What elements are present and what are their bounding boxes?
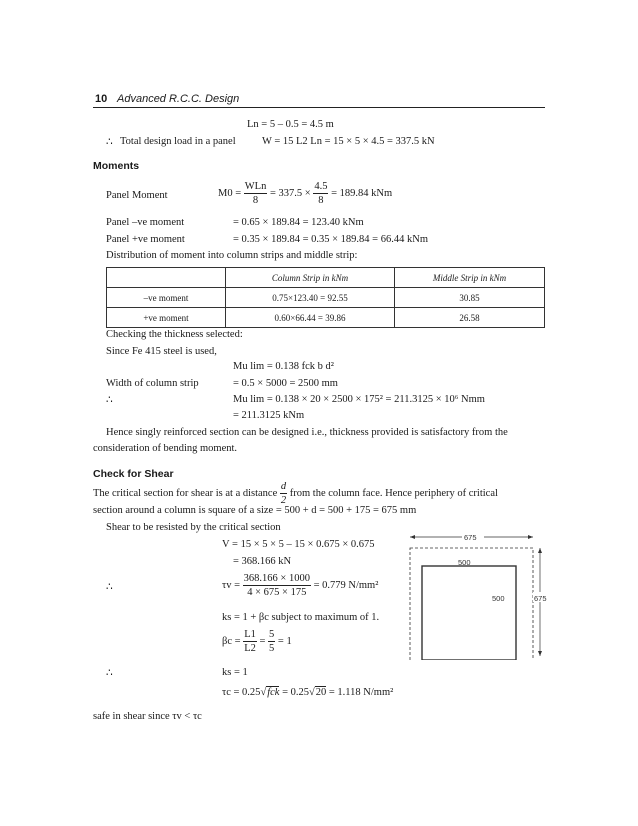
m0-numerator: WLn [244, 181, 267, 192]
table-cell: 30.85 [395, 288, 545, 308]
pos-moment-label: Panel +ve moment [106, 234, 185, 245]
ks-result: ks = 1 [222, 667, 248, 678]
table-cell: –ve moment [107, 288, 226, 308]
tau-c-rhs: = 1.118 N/mm² [328, 687, 394, 698]
tau-v-numerator: 368.166 × 1000 [243, 573, 310, 584]
table-row [107, 308, 545, 328]
page-number: 10 [95, 93, 108, 105]
fraction-numerator: d [280, 481, 287, 492]
table-cell: 26.58 [395, 308, 545, 328]
shear-resisted-text: Shear to be resisted by the critical section [106, 522, 281, 533]
arrow-right-icon [528, 535, 533, 539]
critical-section-line [93, 480, 498, 507]
safe-in-shear-text: safe in shear since τv < τc [93, 711, 202, 722]
m0-lhs: M0 = [218, 187, 242, 199]
therefore-symbol: ∴ [106, 137, 113, 148]
conclusion-line-1: Hence singly reinforced section can be designed i.e., thickness provided is satisfactory from the [106, 427, 508, 438]
equals-sign: = [259, 635, 266, 647]
beta-denominator-1: L2 [244, 643, 256, 654]
moment-distribution-table [106, 267, 545, 328]
arrow-left-icon [410, 535, 415, 539]
m0-fraction [244, 180, 268, 207]
shear-v-result: = 368.166 kN [233, 556, 292, 567]
tau-c-sqrt-2: 20 [315, 687, 327, 698]
distribution-label: Distribution of moment into column strips and middle strip: [106, 250, 358, 261]
neg-moment-equation: = 0.65 × 189.84 = 123.40 kNm [233, 217, 364, 228]
total-load-label: Total design load in a panel [120, 136, 236, 147]
arrow-up-icon [538, 548, 542, 553]
beta-fraction-2 [268, 628, 275, 655]
tau-v-denominator: 4 × 675 × 175 [247, 587, 307, 598]
therefore-symbol: ∴ [106, 668, 113, 679]
book-title: Advanced R.C.C. Design [117, 93, 240, 105]
outer-width-label: 675 [464, 533, 477, 542]
shear-v-equation: V = 15 × 5 × 5 – 15 × 0.675 × 0.675 [222, 539, 375, 550]
m0-denominator-2: 8 [318, 195, 324, 206]
tau-v-equation [222, 572, 378, 599]
m0-equation [218, 180, 392, 207]
therefore-symbol: ∴ [106, 395, 113, 406]
critical-text-a: The critical section for shear is at a distance [93, 487, 278, 499]
column-outline [422, 566, 516, 660]
m0-fraction-2 [313, 180, 328, 207]
tau-c-mid: = 0.25 [282, 687, 309, 698]
table-header-cell: Middle Strip in kNm [395, 268, 545, 288]
therefore-symbol: ∴ [106, 582, 113, 593]
table-cell: +ve moment [107, 308, 226, 328]
beta-numerator-1: L1 [244, 629, 256, 640]
tau-v-lhs: τv = [222, 579, 241, 591]
m0-mid: = 337.5 × [269, 187, 311, 199]
pos-moment-equation: = 0.35 × 189.84 = 0.35 × 189.84 = 66.44 kNm [233, 234, 428, 245]
ln-equation: Ln = 5 – 0.5 = 4.5 m [247, 119, 334, 130]
mulim-equation: Mu lim = 0.138 fck b d² [233, 361, 334, 372]
table-cell: 0.60×66.44 = 39.86 [226, 308, 395, 328]
m0-rhs: = 189.84 kNm [331, 187, 393, 199]
column-strip-width-equation: = 0.5 × 5000 = 2500 mm [233, 378, 338, 389]
beta-c-equation [222, 628, 292, 655]
header-rule [93, 107, 545, 108]
arrow-down-icon [538, 651, 542, 656]
beta-fraction-1 [243, 628, 257, 655]
outer-height-label: 675 [534, 594, 547, 603]
mulim-result: = 211.3125 kNm [233, 410, 305, 421]
table-header-row [107, 268, 545, 288]
inner-width-label: 500 [458, 558, 471, 567]
sqrt-icon: √ [309, 687, 315, 698]
panel-moment-label: Panel Moment [106, 190, 168, 201]
d-over-2-fraction [280, 480, 287, 507]
steel-text: Since Fe 415 steel is used, [106, 346, 217, 357]
beta-numerator-2: 5 [269, 629, 275, 640]
beta-denominator-2: 5 [269, 643, 275, 654]
mulim-value-equation: Mu lim = 0.138 × 20 × 2500 × 175² = 211.3125 × 10⁶ Nmm [233, 394, 485, 405]
moments-heading: Moments [93, 160, 140, 172]
table-header-cell [107, 268, 226, 288]
conclusion-line-2: consideration of bending moment. [93, 443, 238, 454]
sqrt-icon: √ [260, 687, 267, 698]
critical-text-b: from the column face. Hence periphery of critical [289, 487, 498, 499]
table-header-cell: Column Strip in kNm [226, 268, 395, 288]
m0-denominator: 8 [252, 195, 259, 206]
ks-equation: ks = 1 + βc subject to maximum of 1. [222, 612, 380, 623]
tau-v-rhs: = 0.779 N/mm² [313, 579, 379, 591]
neg-moment-label: Panel –ve moment [106, 217, 185, 228]
total-load-equation: W = 15 L2 Ln = 15 × 5 × 4.5 = 337.5 kN [262, 136, 435, 147]
tau-c-equation [222, 687, 393, 698]
critical-section-diagram [400, 530, 550, 660]
fraction-denominator: 2 [280, 495, 287, 506]
column-strip-width-label: Width of column strip [106, 378, 199, 389]
tau-c-sqrt-1: fck [267, 687, 280, 698]
table-cell: 0.75×123.40 = 92.55 [226, 288, 395, 308]
beta-rhs: = 1 [277, 635, 292, 647]
inner-height-label: 500 [492, 594, 505, 603]
critical-perimeter [410, 548, 533, 660]
m0-numerator-2: 4.5 [314, 181, 328, 192]
tau-v-fraction [243, 572, 311, 599]
table-row [107, 288, 545, 308]
thickness-check-text: Checking the thickness selected: [106, 329, 243, 340]
shear-heading: Check for Shear [93, 468, 174, 480]
beta-lhs: βc = [222, 635, 241, 647]
critical-size-text: section around a column is square of a size = 500 + d = 500 + 175 = 675 mm [93, 505, 417, 516]
tau-c-lhs: τc = 0.25 [222, 687, 261, 698]
